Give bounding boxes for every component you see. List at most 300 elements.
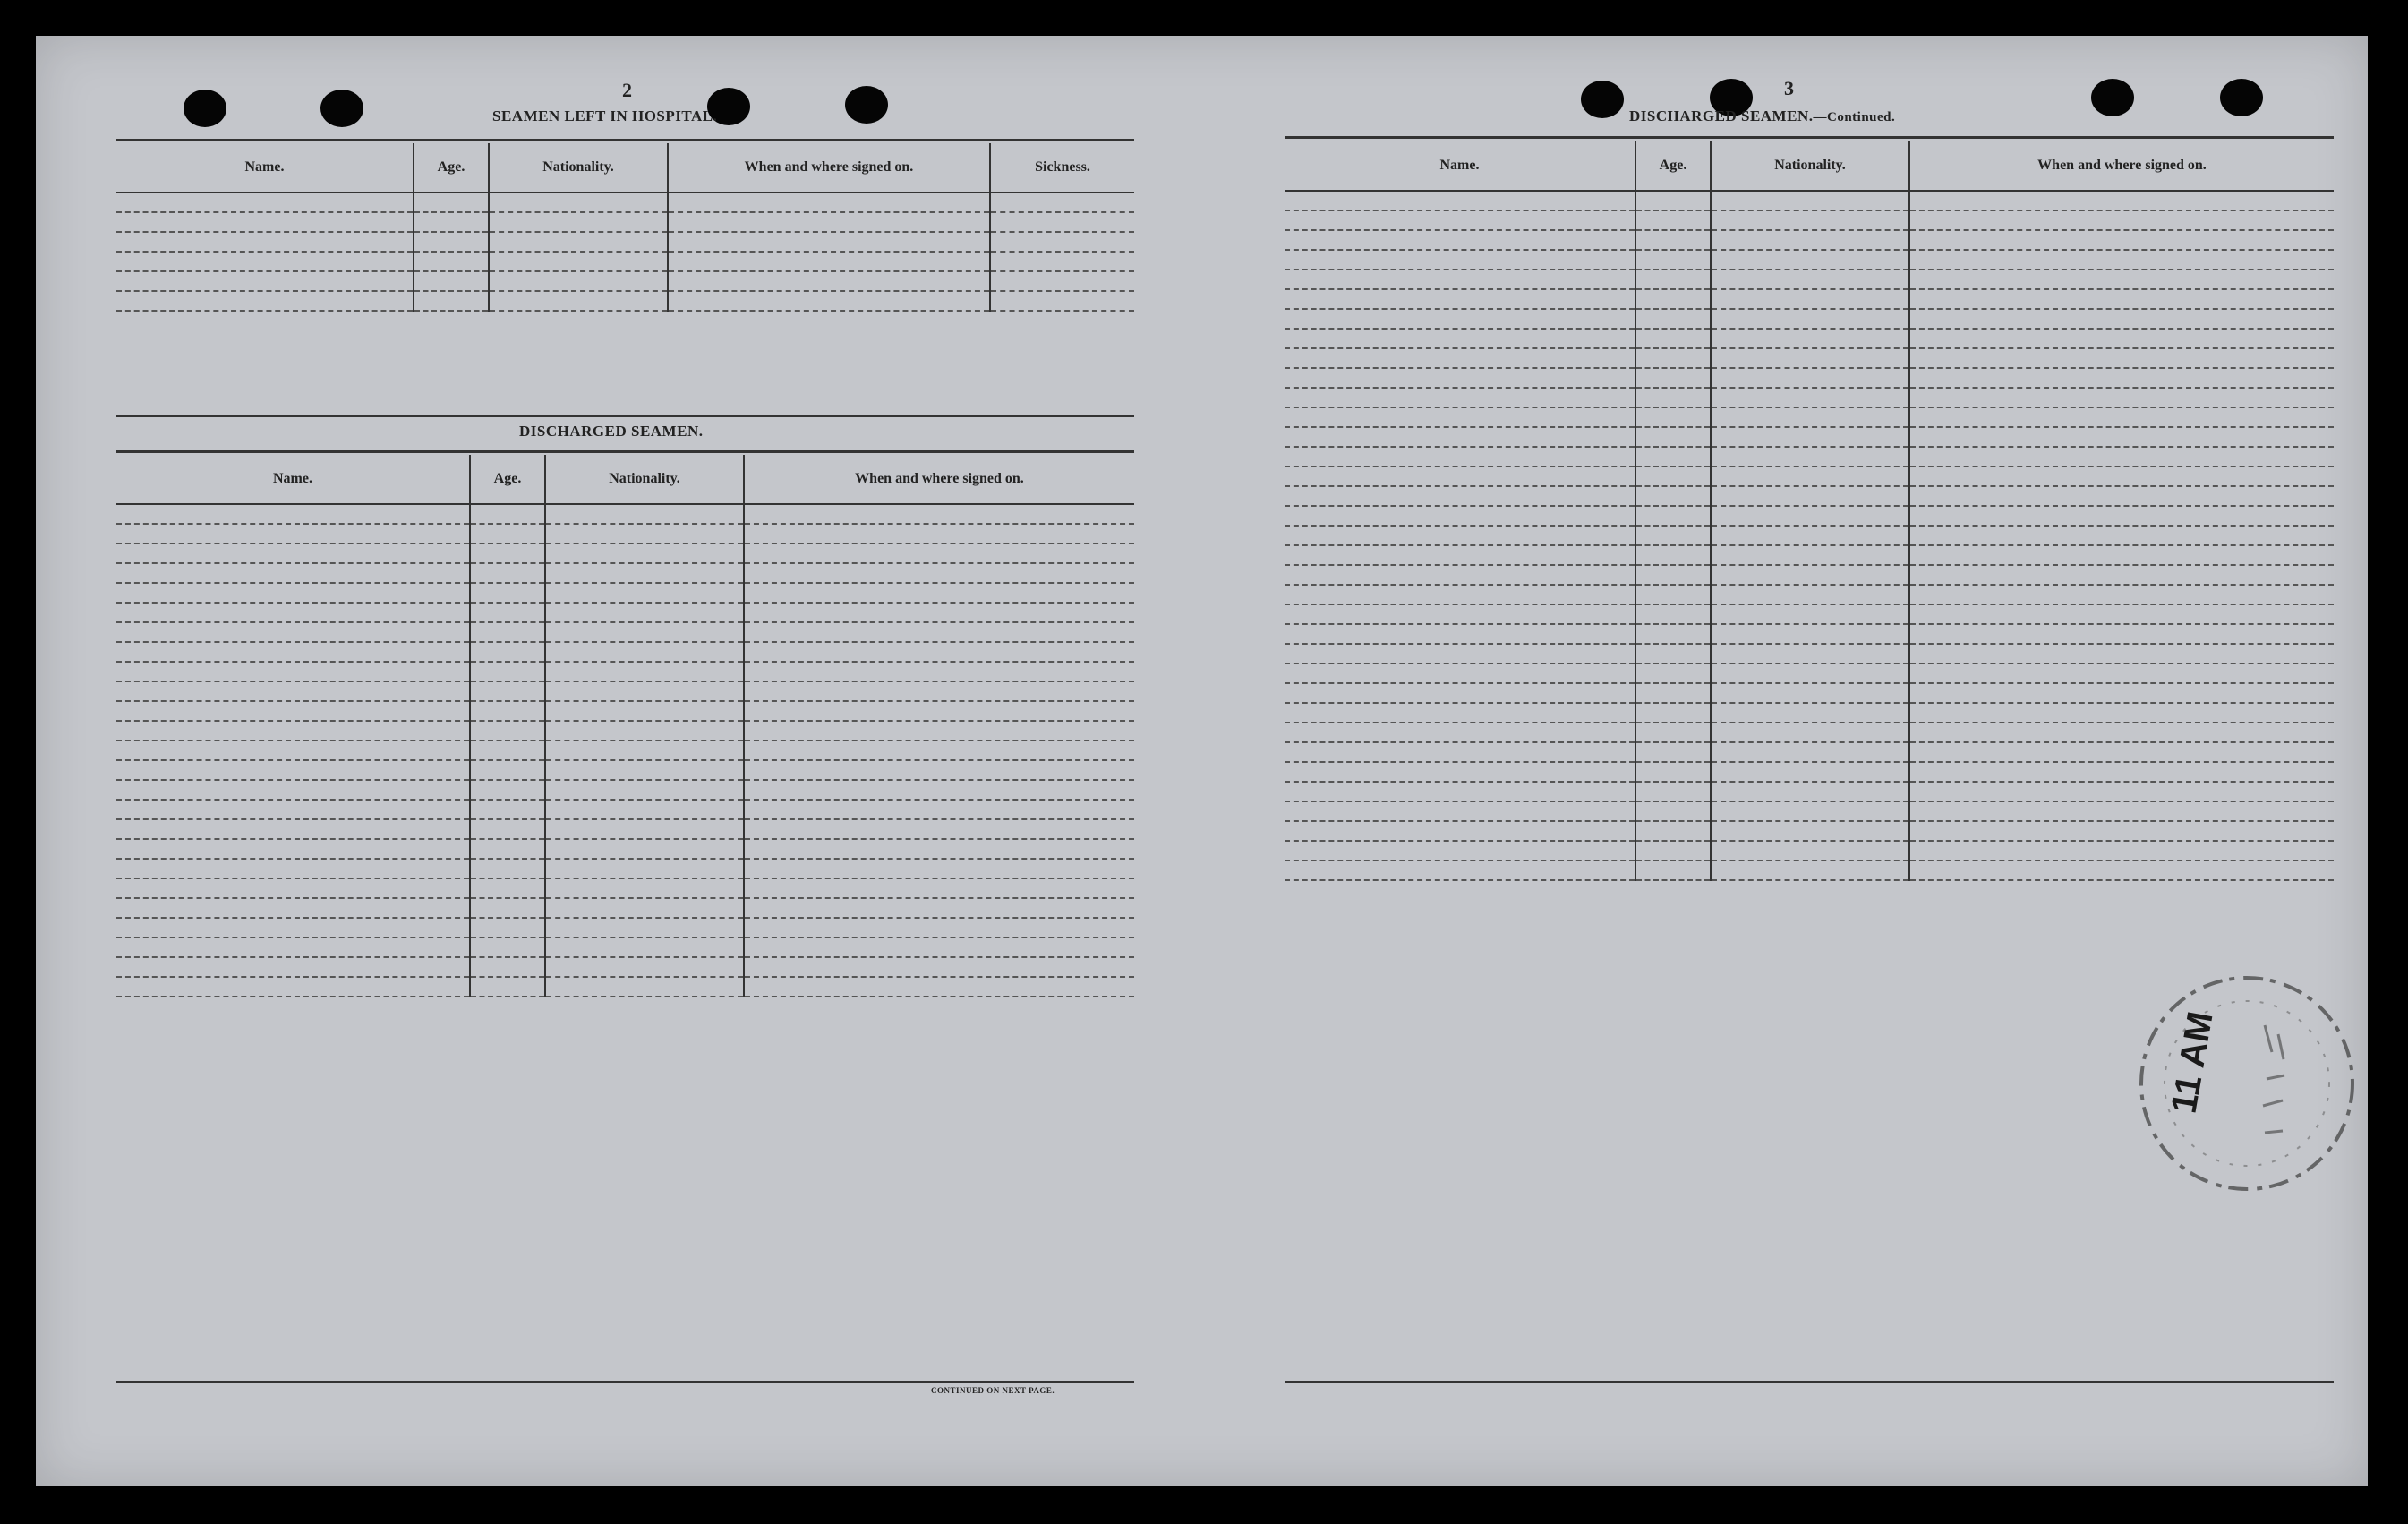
table-cell [1909,644,2334,664]
table-row [116,800,1134,819]
table-cell [744,524,1134,544]
table-cell [470,603,545,622]
table-cell [470,977,545,997]
table-cell [1909,250,2334,270]
divider-line [1285,136,2334,139]
table-cell [1635,841,1711,860]
table-cell [116,212,414,232]
table-cell [1711,585,1909,604]
table-cell [1635,506,1711,526]
table-cell [744,977,1134,997]
table-cell [1909,604,2334,624]
col-header-sickness: Sickness. [990,143,1134,193]
table-cell [1285,624,1635,644]
table-cell [1711,683,1909,703]
table-cell [1635,644,1711,664]
table-row [1285,427,2334,447]
table-cell [545,642,744,662]
table-cell [1285,230,1635,250]
table-cell [1711,388,1909,407]
table-row [1285,624,2334,644]
table-cell [1635,703,1711,723]
table-row [116,524,1134,544]
table-cell [1635,289,1711,309]
table-cell [1635,388,1711,407]
table-row [1285,348,2334,368]
table-cell [990,252,1134,271]
table-cell [414,212,489,232]
table-cell [1285,388,1635,407]
col-header-name: Name. [116,143,414,193]
table-cell [116,819,470,839]
table-cell [545,701,744,721]
table-cell [1285,703,1635,723]
table-cell [1711,762,1909,782]
table-cell [1635,801,1711,821]
table-row [116,662,1134,681]
table-cell [116,701,470,721]
table-cell [1635,250,1711,270]
table-cell [470,642,545,662]
page-number-right: 3 [1784,77,1794,99]
table-cell [744,741,1134,760]
table-cell [1635,447,1711,467]
table-cell [668,232,990,252]
table-cell [1635,270,1711,289]
table-cell [545,603,744,622]
table-cell [1635,348,1711,368]
table-cell [1711,270,1909,289]
binder-hole [2091,79,2134,116]
title-main: DISCHARGED SEAMEN. [1629,107,1814,124]
table-cell [1285,407,1635,427]
col-header-signed-on: When and where signed on. [1909,141,2334,191]
table-cell [545,741,744,760]
table-cell [990,232,1134,252]
table-cell [545,977,744,997]
table-row [1285,447,2334,467]
table-cell [1711,427,1909,447]
table-cell [1909,841,2334,860]
table-cell [1711,821,1909,841]
table-cell [545,544,744,563]
table-cell [1909,270,2334,289]
table-cell [744,603,1134,622]
table-row [1285,329,2334,348]
table-cell [1635,742,1711,762]
col-header-nationality: Nationality. [545,455,744,504]
table-cell [414,193,489,212]
table-row [1285,841,2334,860]
binder-hole [184,90,226,127]
table-cell [1711,801,1909,821]
table-row [116,780,1134,800]
table-row [1285,191,2334,210]
table-cell [1635,545,1711,565]
table-cell [1711,250,1909,270]
table-cell [1635,624,1711,644]
table-row [1285,604,2334,624]
table-cell [744,642,1134,662]
table-cell [545,563,744,583]
table-cell [470,957,545,977]
table-row [1285,210,2334,230]
table-cell [545,800,744,819]
table-cell [545,859,744,878]
discharged-continued-title [1629,107,1895,125]
table-cell [1909,526,2334,545]
table-cell [1285,545,1635,565]
table-cell [116,504,470,524]
table-cell [1711,526,1909,545]
table-cell [545,780,744,800]
table-cell [1285,506,1635,526]
table-cell [1909,664,2334,683]
table-row [116,232,1134,252]
table-cell [470,721,545,741]
table-cell [1909,191,2334,210]
col-header-age: Age. [1635,141,1711,191]
document-sheet [36,36,2368,1486]
table-cell [1285,782,1635,801]
table-cell [1635,467,1711,486]
table-cell [1909,683,2334,703]
table-row [116,642,1134,662]
continued-footnote: CONTINUED ON NEXT PAGE. [931,1386,1055,1395]
table-cell [1909,348,2334,368]
table-cell [116,563,470,583]
table-cell [545,662,744,681]
table-cell [545,681,744,701]
table-row [1285,860,2334,880]
table-cell [1285,289,1635,309]
table-cell [116,918,470,938]
table-row [1285,388,2334,407]
table-cell [1635,565,1711,585]
table-cell [744,859,1134,878]
table-cell [1909,210,2334,230]
table-cell [470,741,545,760]
table-cell [1285,841,1635,860]
table-cell [1285,427,1635,447]
table-cell [1909,821,2334,841]
binder-hole [320,90,363,127]
table-cell [744,760,1134,780]
table-row [1285,230,2334,250]
divider-line [116,1381,1134,1383]
table-cell [1285,683,1635,703]
table-cell [744,780,1134,800]
table-cell [1711,348,1909,368]
table-cell [545,504,744,524]
discharged-table-right [1285,141,2334,881]
table-cell [545,898,744,918]
col-header-nationality: Nationality. [489,143,668,193]
table-cell [1635,585,1711,604]
table-cell [1909,309,2334,329]
table-cell [116,603,470,622]
table-cell [1711,604,1909,624]
table-row [1285,585,2334,604]
table-cell [744,918,1134,938]
table-row [1285,723,2334,742]
table-cell [1285,526,1635,545]
table-cell [470,938,545,957]
table-cell [1635,368,1711,388]
table-cell [1285,604,1635,624]
table-cell [1285,585,1635,604]
table-cell [116,544,470,563]
table-cell [744,878,1134,898]
table-row [1285,506,2334,526]
table-cell [1711,565,1909,585]
table-cell [744,721,1134,741]
table-cell [545,819,744,839]
table-cell [1711,407,1909,427]
stamp-time: 11 AM [2164,1008,2221,1117]
table-cell [470,859,545,878]
table-row [116,898,1134,918]
table-cell [116,957,470,977]
table-cell [744,662,1134,681]
table-cell [1711,723,1909,742]
table-cell [489,252,668,271]
table-row [116,701,1134,721]
table-cell [116,839,470,859]
table-cell [990,271,1134,291]
table-row [116,957,1134,977]
table-row [1285,782,2334,801]
table-header-row [116,143,1134,193]
table-cell [1711,624,1909,644]
table-row [116,878,1134,898]
table-cell [1711,368,1909,388]
table-cell [545,918,744,938]
table-row [116,839,1134,859]
table-cell [1635,210,1711,230]
col-header-nationality: Nationality. [1711,141,1909,191]
col-header-age: Age. [470,455,545,504]
table-cell [1285,368,1635,388]
table-cell [744,544,1134,563]
table-row [1285,289,2334,309]
table-cell [1909,447,2334,467]
table-cell [668,193,990,212]
table-cell [1711,467,1909,486]
table-cell [1909,742,2334,762]
hospital-table [116,143,1134,312]
table-cell [1635,329,1711,348]
table-row [116,563,1134,583]
table-cell [470,800,545,819]
table-cell [1711,191,1909,210]
table-cell [1711,329,1909,348]
table-row [1285,467,2334,486]
table-cell [489,291,668,311]
table-cell [1711,841,1909,860]
table-cell [116,232,414,252]
table-cell [744,800,1134,819]
table-cell [545,938,744,957]
table-cell [116,193,414,212]
table-cell [1285,664,1635,683]
table-cell [1635,860,1711,880]
table-cell [545,760,744,780]
table-cell [414,232,489,252]
table-cell [489,232,668,252]
table-row [116,681,1134,701]
table-cell [1909,703,2334,723]
table-cell [1909,762,2334,782]
table-row [116,291,1134,311]
table-cell [990,212,1134,232]
table-cell [1711,742,1909,762]
table-cell [545,583,744,603]
table-cell [668,252,990,271]
table-cell [744,504,1134,524]
table-cell [1635,526,1711,545]
table-cell [668,291,990,311]
table-cell [470,524,545,544]
table-row [116,504,1134,524]
table-row [116,760,1134,780]
table-cell [470,563,545,583]
table-cell [116,252,414,271]
table-cell [1635,309,1711,329]
table-cell [116,780,470,800]
table-row [1285,270,2334,289]
table-row [116,721,1134,741]
table-cell [744,622,1134,642]
table-row [116,544,1134,563]
col-header-name: Name. [116,455,470,504]
table-cell [744,957,1134,977]
table-cell [470,701,545,721]
table-cell [116,977,470,997]
divider-line [116,415,1134,417]
table-cell [1635,664,1711,683]
table-cell [1285,801,1635,821]
table-cell [1909,801,2334,821]
table-cell [116,760,470,780]
table-cell [1635,821,1711,841]
table-cell [116,721,470,741]
table-row [116,603,1134,622]
table-cell [545,839,744,859]
table-cell [1285,329,1635,348]
table-row [1285,407,2334,427]
table-row [1285,762,2334,782]
table-cell [1909,782,2334,801]
table-row [1285,664,2334,683]
discharged-section-title: DISCHARGED SEAMEN. [519,423,704,440]
table-cell [668,271,990,291]
table-cell [545,721,744,741]
table-cell [1711,664,1909,683]
table-cell [1635,427,1711,447]
table-cell [414,252,489,271]
table-cell [1909,860,2334,880]
date-stamp [2130,963,2363,1204]
table-cell [1635,230,1711,250]
table-cell [744,583,1134,603]
table-cell [116,898,470,918]
table-row [1285,644,2334,664]
table-cell [1711,486,1909,506]
table-cell [470,622,545,642]
table-row [1285,683,2334,703]
table-cell [1285,860,1635,880]
col-header-signed-on: When and where signed on. [744,455,1134,504]
table-cell [744,563,1134,583]
table-cell [1285,309,1635,329]
table-cell [1635,723,1711,742]
table-cell [1635,782,1711,801]
table-cell [1285,270,1635,289]
table-cell [116,583,470,603]
table-cell [545,878,744,898]
table-cell [1711,506,1909,526]
table-cell [1285,467,1635,486]
col-header-age: Age. [414,143,489,193]
table-row [1285,703,2334,723]
table-header-row [116,455,1134,504]
title-suffix: —Continued. [1813,110,1896,124]
table-cell [1909,585,2334,604]
table-cell [470,760,545,780]
table-cell [116,642,470,662]
table-cell [1909,230,2334,250]
table-cell [470,681,545,701]
table-cell [470,544,545,563]
table-cell [470,583,545,603]
table-row [116,977,1134,997]
table-cell [1285,191,1635,210]
table-row [116,622,1134,642]
table-cell [1285,348,1635,368]
table-cell [470,878,545,898]
divider-line [116,139,1134,141]
table-row [116,859,1134,878]
divider-line [116,450,1134,453]
table-cell [414,271,489,291]
table-row [1285,309,2334,329]
binder-hole [1581,81,1624,118]
table-cell [116,681,470,701]
table-cell [1711,289,1909,309]
table-cell [1909,506,2334,526]
table-cell [116,271,414,291]
table-cell [1285,210,1635,230]
table-cell [1711,703,1909,723]
table-cell [1909,624,2334,644]
table-cell [1635,683,1711,703]
table-row [1285,545,2334,565]
binder-hole [2220,79,2263,116]
table-cell [1711,860,1909,880]
table-cell [990,193,1134,212]
table-cell [1711,644,1909,664]
discharged-table-left [116,455,1134,997]
table-cell [489,193,668,212]
table-cell [470,780,545,800]
table-cell [470,918,545,938]
table-cell [116,662,470,681]
table-row [116,252,1134,271]
table-row [116,741,1134,760]
table-cell [1711,545,1909,565]
table-cell [470,839,545,859]
